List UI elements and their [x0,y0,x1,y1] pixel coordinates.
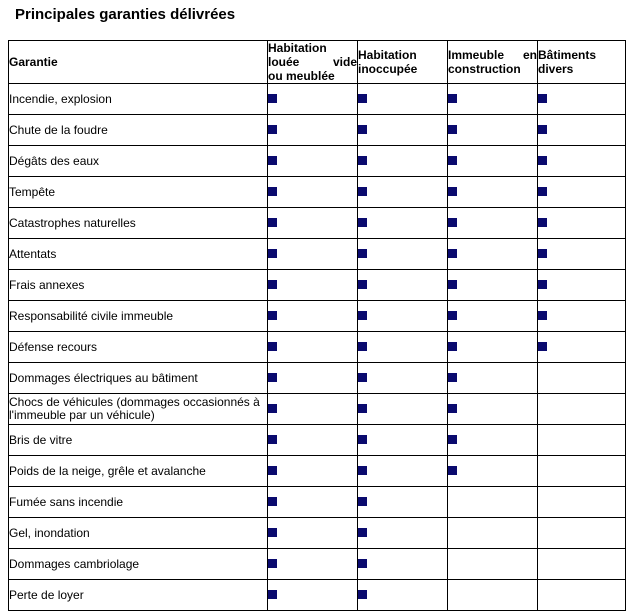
mark-cell [448,518,538,549]
mark-cell [538,208,626,239]
filled-square-icon [268,559,277,568]
table-row [9,332,626,363]
table-row [9,208,626,239]
filled-square-icon [448,404,457,413]
header-line: construction [448,62,521,76]
guarantee-label: Tempête [9,177,268,208]
guarantee-label: Dommages électriques au bâtiment [9,363,268,394]
header-line: inoccupée [358,62,418,76]
filled-square-icon [358,125,367,134]
mark-cell [538,239,626,270]
filled-square-icon [268,156,277,165]
filled-square-icon [538,218,547,227]
guarantee-label: Responsabilité civile immeuble [9,301,268,332]
mark-cell [538,146,626,177]
guarantee-label: Gel, inondation [9,518,268,549]
table-body [9,84,626,611]
mark-cell [448,239,538,270]
page-title: Principales garanties délivrées [15,6,236,23]
filled-square-icon [358,342,367,351]
guarantee-label: Catastrophes naturelles [9,208,268,239]
guarantee-label: Attentats [9,239,268,270]
table-row [9,425,626,456]
table-row [9,518,626,549]
mark-cell [268,580,358,611]
filled-square-icon [538,156,547,165]
filled-square-icon [268,590,277,599]
mark-cell [268,394,358,425]
header-line: divers [538,62,574,76]
mark-cell [268,301,358,332]
guarantee-label: Frais annexes [9,270,268,301]
mark-cell [448,84,538,115]
mark-cell [358,239,448,270]
filled-square-icon [268,435,277,444]
filled-square-icon [268,373,277,382]
table-row [9,270,626,301]
mark-cell [358,84,448,115]
filled-square-icon [358,590,367,599]
mark-cell [538,425,626,456]
filled-square-icon [448,435,457,444]
mark-cell [448,363,538,394]
filled-square-icon [358,94,367,103]
mark-cell [268,84,358,115]
filled-square-icon [448,249,457,258]
mark-cell [358,549,448,580]
header-line: louée vide [268,55,357,69]
table-row [9,487,626,518]
guarantee-label: Chocs de véhicules (dommages occasionnés à l'immeuble par un véhicule) [9,394,268,425]
filled-square-icon [448,342,457,351]
filled-square-icon [538,187,547,196]
filled-square-icon [268,280,277,289]
guarantee-label: Dégâts des eaux [9,146,268,177]
mark-cell [358,456,448,487]
mark-cell [538,487,626,518]
table-header-row [9,41,626,84]
filled-square-icon [538,125,547,134]
filled-square-icon [358,497,367,506]
column-header-immeuble-construction [448,41,538,84]
mark-cell [268,425,358,456]
mark-cell [448,549,538,580]
filled-square-icon [268,311,277,320]
filled-square-icon [538,94,547,103]
mark-cell [538,518,626,549]
filled-square-icon [268,249,277,258]
filled-square-icon [358,280,367,289]
mark-cell [448,456,538,487]
filled-square-icon [268,404,277,413]
filled-square-icon [268,94,277,103]
filled-square-icon [448,373,457,382]
mark-cell [268,146,358,177]
mark-cell [268,363,358,394]
guarantee-label: Incendie, explosion [9,84,268,115]
filled-square-icon [358,559,367,568]
header-line: Immeuble en [448,48,537,62]
filled-square-icon [448,94,457,103]
mark-cell [448,332,538,363]
mark-cell [538,394,626,425]
column-header-habitation-inoccupee [358,41,448,84]
column-header-garantie [9,41,268,84]
mark-cell [358,487,448,518]
mark-cell [448,487,538,518]
filled-square-icon [538,311,547,320]
table-row [9,363,626,394]
table-row [9,239,626,270]
filled-square-icon [448,125,457,134]
mark-cell [538,332,626,363]
filled-square-icon [448,218,457,227]
table-row [9,549,626,580]
mark-cell [268,177,358,208]
mark-cell [358,270,448,301]
guarantees-table [8,40,626,611]
filled-square-icon [268,342,277,351]
mark-cell [448,115,538,146]
table-row [9,146,626,177]
table-row [9,177,626,208]
mark-cell [358,580,448,611]
mark-cell [448,208,538,239]
guarantee-label: Chute de la foudre [9,115,268,146]
mark-cell [268,270,358,301]
table-row [9,84,626,115]
table-row [9,301,626,332]
header-line: Habitation [358,48,417,62]
mark-cell [358,115,448,146]
guarantee-label: Défense recours [9,332,268,363]
mark-cell [358,363,448,394]
filled-square-icon [358,528,367,537]
column-header-batiments-divers [538,41,626,84]
mark-cell [358,425,448,456]
filled-square-icon [358,218,367,227]
filled-square-icon [268,466,277,475]
mark-cell [448,425,538,456]
filled-square-icon [448,187,457,196]
mark-cell [268,487,358,518]
table-row [9,394,626,425]
header-line: Habitation [268,41,327,55]
table-row [9,580,626,611]
filled-square-icon [448,311,457,320]
guarantee-label: Dommages cambriolage [9,549,268,580]
mark-cell [538,301,626,332]
mark-cell [448,394,538,425]
filled-square-icon [538,342,547,351]
column-header-habitation-louee [268,41,358,84]
filled-square-icon [448,466,457,475]
mark-cell [448,270,538,301]
table-row [9,115,626,146]
filled-square-icon [448,280,457,289]
mark-cell [538,549,626,580]
mark-cell [268,518,358,549]
filled-square-icon [268,497,277,506]
filled-square-icon [358,187,367,196]
filled-square-icon [358,311,367,320]
mark-cell [538,84,626,115]
filled-square-icon [268,187,277,196]
mark-cell [358,394,448,425]
mark-cell [358,301,448,332]
mark-cell [358,177,448,208]
header-line: Garantie [9,55,58,69]
filled-square-icon [538,280,547,289]
mark-cell [538,270,626,301]
mark-cell [268,208,358,239]
filled-square-icon [358,156,367,165]
guarantee-label: Perte de loyer [9,580,268,611]
mark-cell [448,177,538,208]
mark-cell [358,518,448,549]
header-line: ou meublée [268,69,335,83]
mark-cell [538,177,626,208]
header-line: Bâtiments [538,48,597,62]
filled-square-icon [358,249,367,258]
filled-square-icon [358,466,367,475]
mark-cell [538,363,626,394]
mark-cell [358,146,448,177]
mark-cell [268,549,358,580]
mark-cell [448,146,538,177]
mark-cell [268,456,358,487]
guarantee-label: Fumée sans incendie [9,487,268,518]
filled-square-icon [268,125,277,134]
filled-square-icon [538,249,547,258]
mark-cell [268,115,358,146]
guarantee-label: Poids de la neige, grêle et avalanche [9,456,268,487]
filled-square-icon [358,435,367,444]
mark-cell [268,332,358,363]
guarantee-label: Bris de vitre [9,425,268,456]
mark-cell [448,301,538,332]
mark-cell [448,580,538,611]
table-row [9,456,626,487]
filled-square-icon [358,404,367,413]
mark-cell [538,456,626,487]
mark-cell [358,332,448,363]
filled-square-icon [268,528,277,537]
filled-square-icon [448,156,457,165]
filled-square-icon [358,373,367,382]
filled-square-icon [268,218,277,227]
mark-cell [538,115,626,146]
mark-cell [358,208,448,239]
mark-cell [268,239,358,270]
mark-cell [538,580,626,611]
